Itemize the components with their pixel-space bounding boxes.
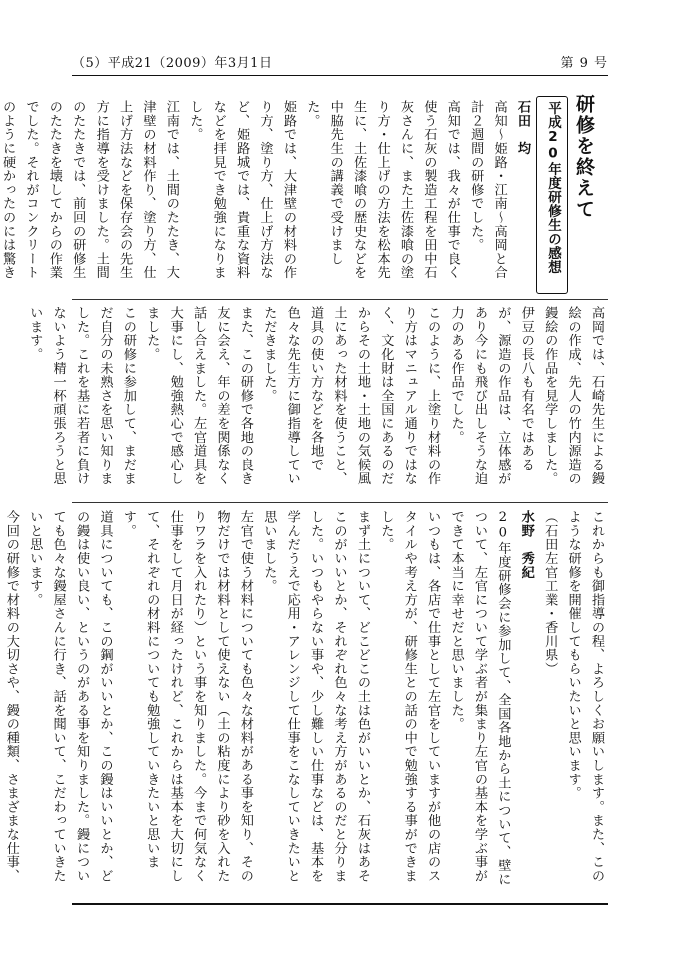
author1-text-top	[0, 100, 534, 291]
paragraph: 20年度研修会に参加して、全国各地から土について、壁について、左官について学ぶ者が集まり左官の基本を学ぶ事ができて本当に幸せだと思いました。	[448, 510, 511, 887]
header-rule	[72, 75, 608, 76]
paragraph: 今回の研修で材料の大切さや、鏝の種類、さまざまな仕事、	[3, 510, 19, 883]
article-title: 研修を終えて	[573, 94, 595, 220]
bottom-text	[3, 510, 608, 895]
paragraph: また、この研修で各地の良き友に会え、年の差を関係なく話し合えました。左官道具を大事にし、勉強熱心で感心しました。	[144, 306, 253, 486]
author1-affiliation: （石田左官工業・香川県）	[542, 510, 558, 676]
paragraph: 高知～姫路・江南～高岡と合計２週間の研修でした。	[468, 100, 507, 280]
paragraph: 江南では、土間のたたき、大津壁の材料作り、塗り方、仕上げ方法などを保存会の先生方に指導を受けました。土間のたたきでは、前回の研修生のたたきを壊してからの作業でした。それがコンクリートのように硬かったのには驚き	[0, 100, 179, 280]
paragraph: 左官で使う材料についても色々な材料がある事を知り、その物だけでは材料として使えない（土の粘度により砂を入れたりワラを入れたり）という事を知りました。今まで何気なく仕事をして月日が経ったけれど、これからは基本を大切にして、それぞれの材料についても勉強していきたいと思います。	[120, 510, 253, 883]
paragraph: 姫路では、大津壁の材料の作り方、塗り方、仕上げ方法など、姫路城では、貴重な資料などを拝見でき勉強になりました。	[187, 100, 296, 280]
issue-number: 第 9 号	[560, 56, 608, 71]
section-divider	[72, 299, 608, 300]
page-header	[72, 52, 608, 72]
author2-name: 水野 秀紀	[518, 510, 534, 579]
footer-rule	[72, 903, 608, 905]
paragraph: この研修に参加して、まだまだ自分の未熟さを思い知りました。これを基に若者に負けないよう精一杯頑張ろうと思います。	[27, 306, 136, 486]
paragraph: 高知では、我々が仕事で良く使う石灰の製造工程を田中石灰さんに、また土佐漆喰の塗り方・仕上げの方法を松本先生に、土佐漆喰の歴史などを中脇先生の講義で受けました。	[304, 100, 460, 280]
article-heading	[536, 84, 608, 298]
paragraph: これからも御指導の程、よろしくお願いします。また、このような研修を開催してもらいたいと思います。	[565, 510, 604, 883]
author1-text-middle	[27, 306, 608, 496]
paragraph: まず土について、どこどこの土は色がいいとか、石灰はあそこのがいいとか、それぞれ色々な考え方があるのだと分りました。いつもやらない事や、少し難しい仕事などは、基本を学んだうえで応用・アレンジして仕事をこなしていきたいと思いました。	[261, 510, 370, 883]
issue-date: （5）平成21（2009）年3月1日	[72, 56, 273, 71]
paragraph: 高岡では、石崎先生による鏝絵の作成、先人の竹内源造の鏝絵の作品を見学しました。伊豆の長八も有名ではあるが、源造の作品は、立体感があり今にも飛び出しそうな迫力のある作品でした。	[448, 306, 604, 486]
subtitle-box	[536, 96, 568, 294]
article-subtitle: 平成20年度研修生の感想	[545, 101, 561, 274]
paragraph: 道具についても、この鋼がいいとか、この鏝はいいとか、どの鏝は使い良い、というのがある事を知りました。鏝についても色々な鏝屋さんに行き、話を聞いて、こだわっていきたいと思います。	[27, 510, 113, 883]
section-divider	[72, 502, 608, 503]
paragraph: このように、上塗り材料の作り方はマニュアル通りではなく、文化財は全国にあるのだからその土地・土地の気候風土にあった材料を使うこと、道具の使い方などを各地で色々な先生方に御指導していただきました。	[261, 306, 441, 486]
author1-name: 石田 均	[515, 100, 530, 156]
paragraph: いつもは、各店で仕事として左官をしていますが他の店のスタイルや考え方が、研修生との話の中で勉強する事ができました。	[378, 510, 441, 883]
